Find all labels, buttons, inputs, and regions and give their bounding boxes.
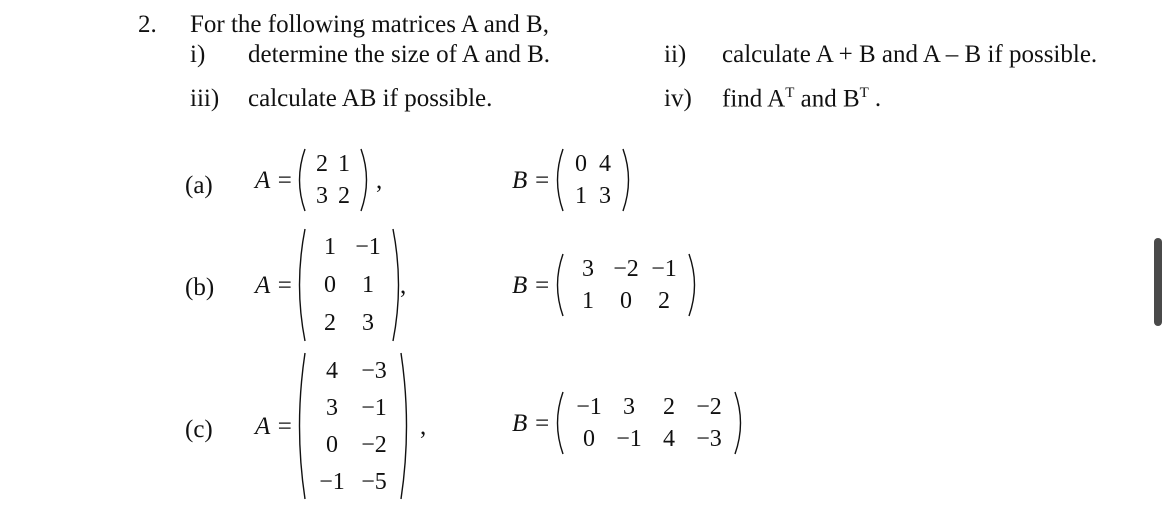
- part-b-a-entries: [307, 228, 391, 342]
- part-c-a-entry: 4: [326, 357, 338, 384]
- part-c-a-entry: 3: [326, 394, 338, 421]
- part-b-b-left-paren: [551, 253, 565, 317]
- task-label-iv: iv): [664, 85, 692, 112]
- part-b-b-entry: 1: [582, 288, 594, 314]
- part-b-a-left-paren: [293, 228, 307, 342]
- part-b-b-entry: 2: [658, 288, 670, 314]
- part-b-b-entry: 3: [582, 256, 594, 282]
- task-iv-sup-a: T: [785, 85, 795, 101]
- part-c-b-entry: −3: [696, 426, 722, 452]
- part-c-b-entries: [565, 391, 733, 455]
- part-c-b-right-paren: [733, 391, 747, 455]
- part-c-a-entry: −2: [361, 431, 387, 458]
- part-c-b-entry: 0: [583, 426, 595, 452]
- part-c-matrix-b-name: B =: [512, 410, 551, 437]
- part-b-a-entry: 0: [324, 272, 336, 298]
- part-c-a-entry: −5: [361, 468, 387, 495]
- part-b-a-entry: 3: [362, 310, 374, 336]
- part-c-b-entry: 2: [663, 394, 675, 420]
- part-b-matrix-a-name: A =: [255, 272, 293, 299]
- part-b-b-entry: −1: [651, 256, 677, 282]
- part-c-matrix-a-name: A =: [255, 413, 293, 440]
- part-a-a-matrix: [293, 148, 373, 212]
- part-c-a-entry: −1: [319, 468, 345, 495]
- part-c-label: (c): [185, 416, 213, 443]
- part-b-matrix-a-comma: ,: [400, 272, 407, 299]
- part-a-b-entries: [565, 148, 621, 212]
- part-b-matrix-b-name: B =: [512, 272, 551, 299]
- problem-intro: For the following matrices A and B,: [190, 11, 549, 38]
- part-c-a-entry: −3: [361, 357, 387, 384]
- part-c-b-entry: 4: [663, 426, 675, 452]
- part-a-a-entry: 2: [316, 151, 328, 177]
- part-a-label: (a): [185, 172, 213, 199]
- part-a-b-matrix: [551, 148, 635, 212]
- part-c-b-entry: −2: [696, 394, 722, 420]
- part-b-b-entry: −2: [613, 256, 639, 282]
- part-c-matrix-a-comma: ,: [420, 413, 427, 440]
- part-b-a-entry: 1: [324, 234, 336, 260]
- part-b-b-right-paren: [687, 253, 701, 317]
- part-b-b-entry: 0: [620, 288, 632, 314]
- part-b-b-entries: [565, 253, 687, 317]
- part-b-a-entry: 2: [324, 310, 336, 336]
- part-a-matrix-a-name: A =: [255, 167, 293, 194]
- part-a-matrix-b-name: B =: [512, 167, 551, 194]
- part-a-b-entry: 0: [575, 151, 587, 177]
- part-c-b-matrix: [551, 391, 747, 455]
- task-label-iii: iii): [190, 85, 220, 112]
- scrollbar-thumb[interactable]: [1154, 238, 1162, 326]
- part-b-a-matrix: [293, 228, 405, 342]
- part-b-a-entry: 1: [362, 272, 374, 298]
- task-iv-period: .: [874, 85, 882, 113]
- part-c-a-entry: 0: [326, 431, 338, 458]
- part-a-a-left-paren: [293, 148, 307, 212]
- part-c-a-left-paren: [293, 352, 307, 500]
- part-a-a-entries: [307, 148, 359, 212]
- task-text-iii: calculate AB if possible.: [248, 85, 493, 112]
- task-text-ii: calculate A + B and A – B if possible.: [722, 41, 1098, 68]
- part-c-b-left-paren: [551, 391, 565, 455]
- part-a-b-entry: 4: [599, 151, 611, 177]
- part-a-a-entry: 3: [316, 183, 328, 209]
- task-iv-and-b: and B: [794, 85, 860, 113]
- task-iv-sup-b: T: [859, 85, 869, 101]
- part-a-a-entry: 2: [338, 183, 350, 209]
- part-c-a-right-paren: [399, 352, 413, 500]
- part-a-a-entry: 1: [338, 151, 350, 177]
- part-a-b-left-paren: [551, 148, 565, 212]
- task-label-ii: ii): [664, 41, 687, 68]
- part-c-b-entry: −1: [616, 426, 642, 452]
- task-text-iv: [722, 86, 881, 111]
- part-a-b-right-paren: [621, 148, 635, 212]
- task-iv-find-a: find A: [722, 85, 786, 113]
- part-a-b-entry: 1: [575, 183, 587, 209]
- part-b-b-matrix: [551, 253, 701, 317]
- part-a-matrix-a-comma: ,: [376, 167, 383, 194]
- part-b-label: (b): [185, 274, 215, 301]
- part-b-a-entry: −1: [355, 234, 381, 260]
- part-c-b-entry: 3: [623, 394, 635, 420]
- problem-number: 2.: [138, 11, 157, 38]
- task-text-i: determine the size of A and B.: [248, 41, 551, 68]
- part-c-a-matrix: [293, 352, 413, 500]
- part-c-a-entries: [307, 352, 399, 500]
- part-c-b-entry: −1: [576, 394, 602, 420]
- part-c-a-entry: −1: [361, 394, 387, 421]
- part-a-a-right-paren: [359, 148, 373, 212]
- task-label-i: i): [190, 41, 206, 68]
- part-a-b-entry: 3: [599, 183, 611, 209]
